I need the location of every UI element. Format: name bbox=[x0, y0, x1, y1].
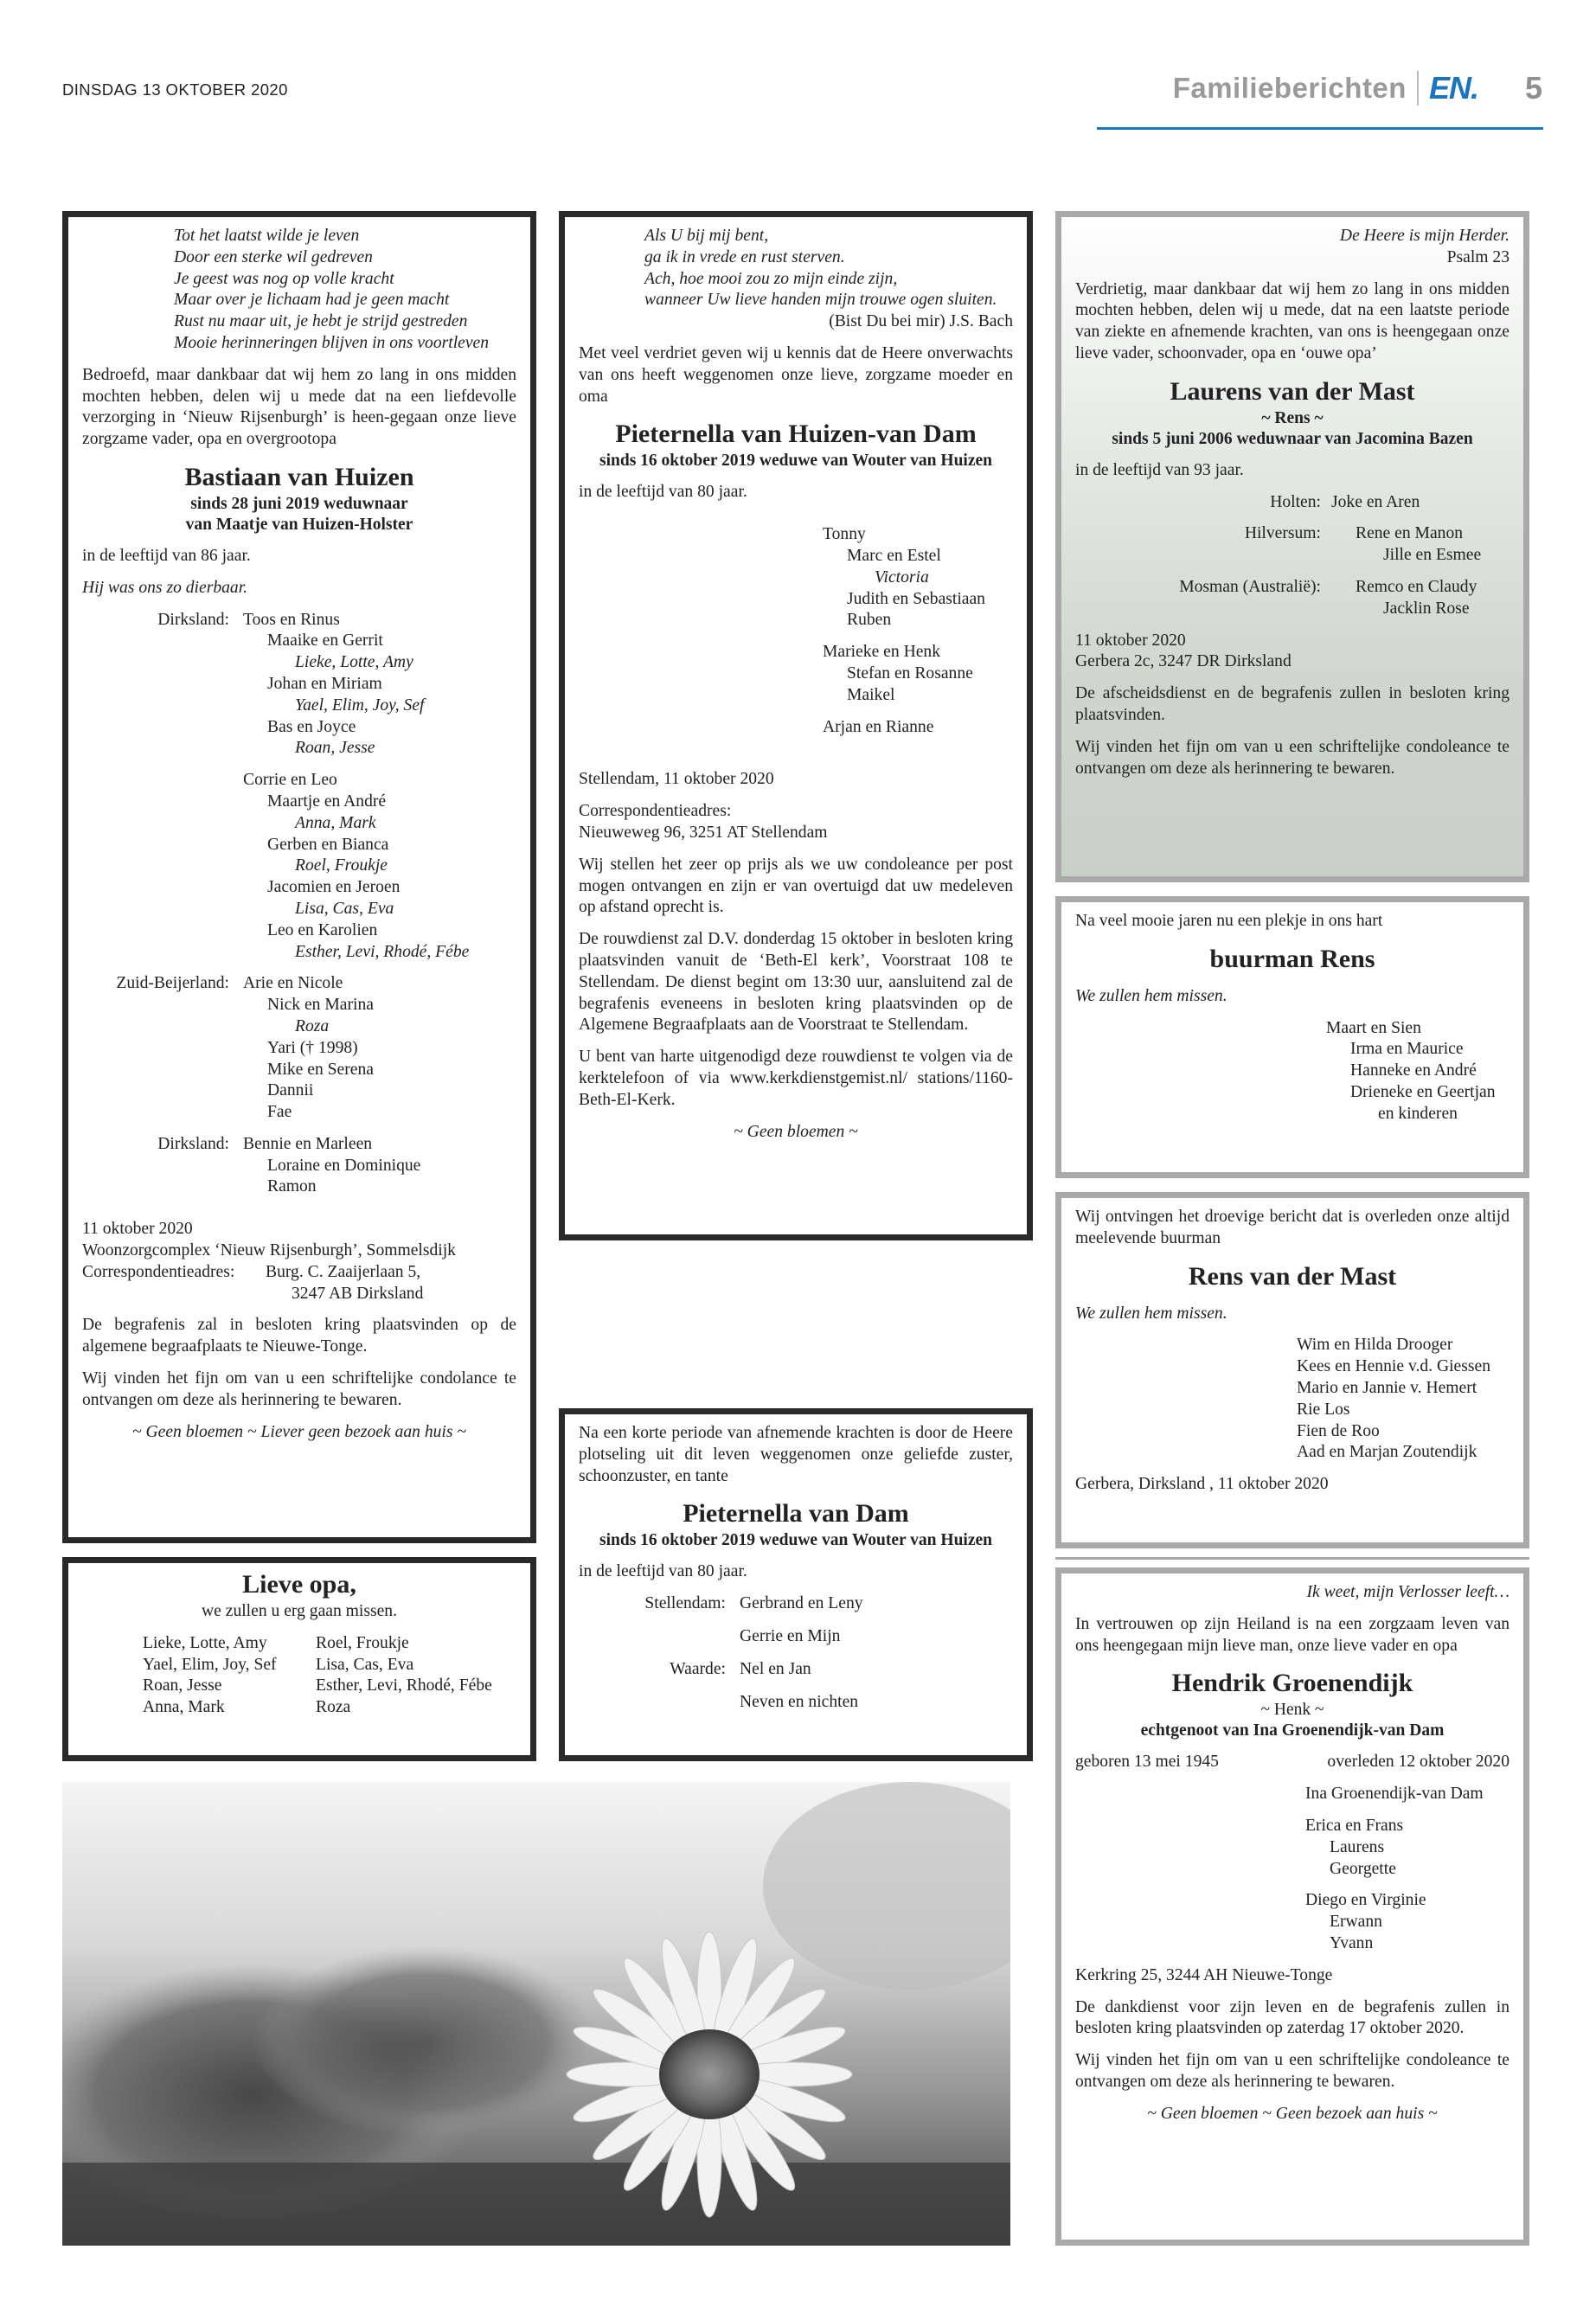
verse-line: Mooie herinneringen blijven in ons voortleven bbox=[174, 333, 490, 352]
grandchild-line: Roan, Jesse bbox=[143, 1676, 222, 1695]
signatory: Kees en Hennie v.d. Giessen bbox=[1297, 1357, 1490, 1376]
family-member: Nick en Marina bbox=[267, 996, 374, 1015]
condolence-text: Wij vinden het fijn om van u een schriftelijke condoleance te ontvangen om deze als herinnering te bewaren. bbox=[1075, 737, 1509, 778]
family-member: Fae bbox=[267, 1103, 292, 1122]
daisy-photo bbox=[62, 1782, 1010, 2246]
family-member: Maartje en André bbox=[267, 792, 387, 811]
service-info: De rouwdienst zal D.V. donderdag 15 oktober in besloten kring plaatsvinden vanuit de ‘Beth-El kerk’, Voorstraat 108 te Stellendam. De dienst begint om 13:30 uur, aansluitend zal de begrafenis eveneens in besloten kring plaatsvinden op de Algemene Begraafplaats aan de Voorstraat te Stellendam. bbox=[579, 930, 1013, 1035]
tagline: We zullen hem missen. bbox=[1075, 986, 1227, 1005]
grandchildren: Lieke, Lotte, Amy bbox=[295, 653, 413, 672]
spouse-line: van Maatje van Huizen-Holster bbox=[185, 515, 413, 534]
family-member: Erwann bbox=[1330, 1913, 1382, 1932]
grandchild-line: Lieke, Lotte, Amy bbox=[143, 1633, 267, 1652]
family-member: Marc en Estel bbox=[847, 546, 941, 565]
verse-line: Door een sterke wil gedreven bbox=[174, 247, 373, 266]
family-member: Corrie en Leo bbox=[243, 771, 337, 790]
intro-text: Met veel verdriet geven wij u kennis dat de Heere onverwachts van ons heeft weggenomen onze lieve, zorgzame moeder en oma bbox=[579, 343, 1013, 406]
family-member: Judith en Sebastiaan bbox=[847, 589, 985, 608]
family-list bbox=[579, 1593, 1013, 1713]
verse: Ik weet, mijn Verlosser leeft… bbox=[1306, 1583, 1509, 1601]
place-label: Stellendam: bbox=[644, 1594, 726, 1613]
notice-hendrik-groenendijk bbox=[1055, 1567, 1529, 2246]
signatory: Maart en Sien bbox=[1326, 1018, 1421, 1037]
grandchildren-right bbox=[316, 1633, 516, 1719]
place-date: Gerbera, Dirksland , 11 oktober 2020 bbox=[1075, 1475, 1329, 1494]
family-member: Nel en Jan bbox=[740, 1659, 811, 1678]
family-member: Marieke en Henk bbox=[823, 643, 941, 662]
family-member: Gerben en Bianca bbox=[267, 835, 389, 854]
residence: Woonzorgcomplex ‘Nieuw Rijsenburgh’, Sommelsdijk bbox=[82, 1241, 456, 1260]
notice-pieternella-van-huizen-van-dam bbox=[559, 211, 1033, 1240]
widow-line: sinds 16 oktober 2019 weduwe van Wouter van Huizen bbox=[599, 1531, 992, 1550]
nickname: ~ Henk ~ bbox=[1260, 1701, 1324, 1720]
signatory: Aad en Marjan Zoutendijk bbox=[1297, 1443, 1477, 1462]
signatory: Wim en Hilda Drooger bbox=[1297, 1336, 1453, 1355]
signatories bbox=[1075, 1335, 1509, 1464]
verse-line: Rust nu maar uit, je hebt je strijd gestreden bbox=[174, 312, 468, 331]
header-divider bbox=[1417, 71, 1419, 106]
family-member: Arjan en Rianne bbox=[823, 717, 934, 736]
signatory: Rie Los bbox=[1297, 1400, 1350, 1419]
verse-source: Psalm 23 bbox=[1446, 247, 1509, 266]
family-member: Toos en Rinus bbox=[243, 610, 340, 629]
place-label: Waarde: bbox=[670, 1659, 726, 1678]
family-group bbox=[243, 610, 516, 964]
deceased-name: buurman Rens bbox=[1209, 944, 1375, 973]
header-rule bbox=[1097, 127, 1543, 130]
family-group bbox=[243, 973, 516, 1124]
family-member: Maikel bbox=[847, 685, 895, 704]
family-member: Tonny bbox=[823, 525, 866, 544]
widower-line: sinds 28 juni 2019 weduwnaar bbox=[190, 494, 408, 513]
condolence-text: Wij stellen het zeer op prijs als we uw condoleance per post mogen ontvangen en zijn er van overtuigd dat uw medeleven op afstand oprecht is. bbox=[579, 855, 1013, 917]
notice-pieternella-van-dam bbox=[559, 1408, 1033, 1761]
spouse-line: echtgenoot van Ina Groenendijk-van Dam bbox=[1140, 1721, 1445, 1740]
family-member: Diego en Virginie bbox=[1305, 1891, 1426, 1910]
residence: Gerbera 2c, 3247 DR Dirksland bbox=[1075, 652, 1292, 671]
grandchild-line: Roza bbox=[316, 1698, 351, 1717]
family-list bbox=[82, 610, 516, 964]
verse-source: (Bist Du bei mir) J.S. Bach bbox=[829, 312, 1013, 331]
verse-line: Tot het laatst wilde je leven bbox=[174, 227, 360, 245]
correspondence-address: Nieuweweg 96, 3251 AT Stellendam bbox=[579, 823, 828, 842]
notice-date: 11 oktober 2020 bbox=[1075, 631, 1186, 650]
family-member: Laurens bbox=[1330, 1837, 1385, 1856]
family-list bbox=[579, 524, 1013, 738]
family-member: Neven en nichten bbox=[740, 1692, 859, 1711]
family-member: Maaike en Gerrit bbox=[267, 631, 383, 651]
family-member: Jacklin Rose bbox=[1383, 599, 1470, 618]
family-member: Yari († 1998) bbox=[267, 1038, 358, 1057]
family-member: Ruben bbox=[847, 611, 892, 630]
family-member: Johan en Miriam bbox=[267, 674, 382, 693]
service-info: De afscheidsdienst en de begrafenis zullen in besloten kring plaatsvinden. bbox=[1075, 684, 1509, 724]
correspondence-address: Burg. C. Zaaijerlaan 5, bbox=[266, 1262, 421, 1281]
notice-footer: ~ Geen bloemen ~ bbox=[734, 1122, 858, 1141]
tagline: We zullen hem missen. bbox=[1075, 1304, 1227, 1323]
family-member: Joke en Aren bbox=[1331, 492, 1420, 511]
family-member: Remco en Claudy bbox=[1356, 577, 1477, 596]
notice-lieve-opa bbox=[62, 1557, 536, 1761]
notice-footer: ~ Geen bloemen ~ Geen bezoek aan huis ~ bbox=[1147, 2104, 1438, 2123]
correspondence-label: Correspondentieadres: bbox=[579, 802, 732, 821]
deceased-name: Pieternella van Huizen-van Dam bbox=[615, 420, 977, 449]
death-date: overleden 12 oktober 2020 bbox=[1327, 1753, 1509, 1772]
signatory: Drieneke en Geertjan bbox=[1350, 1082, 1496, 1101]
family-list bbox=[82, 973, 516, 1124]
signatory: Irma en Maurice bbox=[1350, 1040, 1464, 1059]
family-member: Leo en Karolien bbox=[267, 920, 378, 939]
place-label: Zuid-Beijerland: bbox=[116, 974, 229, 993]
signatory: Hanneke en André bbox=[1350, 1061, 1477, 1080]
grandchildren: Roel, Froukje bbox=[295, 856, 388, 875]
intro-text: Na een korte periode van afnemende krachten is door de Heere plotseling uit dit leven weggenomen onze geliefde zuster, schoonzuster, en tante bbox=[579, 1424, 1013, 1485]
intro-text: Verdrietig, maar dankbaar dat wij hem zo lang in ons midden mochten hebben, delen wij u mede, dat na een laatste periode van ziekte en afnemende krachten, van ons is heengegaan onze lieve vader, schoonvader, opa en ‘ouwe opa’ bbox=[1075, 279, 1509, 362]
family-member: Gerbrand en Leny bbox=[740, 1594, 863, 1613]
verse-line: Je geest was nog op volle kracht bbox=[174, 269, 394, 288]
notice-laurens-van-der-mast bbox=[1055, 211, 1529, 882]
widower-line: sinds 5 juni 2006 weduwnaar van Jacomina Bazen bbox=[1112, 429, 1473, 448]
notice-date: 11 oktober 2020 bbox=[82, 1220, 193, 1239]
family-member: Jacomien en Jeroen bbox=[267, 878, 401, 897]
verse-line: Ach, hoe mooi zou zo mijn einde zijn, bbox=[644, 269, 898, 288]
condolence-text: Wij vinden het fijn om van u een schriftelijke condolance te ontvangen om deze als herinnering te bewaren. bbox=[82, 1369, 516, 1409]
signatories bbox=[1075, 1018, 1509, 1125]
verse bbox=[579, 226, 1013, 311]
age-line: in de leeftijd van 93 jaar. bbox=[1075, 460, 1244, 479]
en-logo: EN. bbox=[1428, 70, 1478, 106]
verse-line: wanneer Uw lieve handen mijn trouwe ogen sluiten. bbox=[644, 291, 997, 310]
family-group bbox=[243, 1134, 516, 1198]
place-date: Stellendam, 11 oktober 2020 bbox=[579, 770, 774, 789]
grandchild-line: Lisa, Cas, Eva bbox=[316, 1655, 414, 1674]
place-label: Dirksland: bbox=[157, 610, 229, 629]
notice-bastiaan-van-huizen bbox=[62, 211, 536, 1543]
deceased-name: Rens van der Mast bbox=[1188, 1261, 1397, 1291]
verse-line: ga ik in vrede en rust sterven. bbox=[644, 247, 845, 266]
header-masthead bbox=[1173, 64, 1542, 112]
family-member: Bennie en Marleen bbox=[243, 1134, 373, 1153]
deceased-name: Bastiaan van Huizen bbox=[184, 462, 414, 491]
notice-buurman-rens bbox=[1055, 896, 1529, 1178]
place-label: Hilversum: bbox=[1244, 524, 1321, 543]
notice-rens-van-der-mast bbox=[1055, 1192, 1529, 1548]
family-member: Jille en Esmee bbox=[1383, 546, 1482, 565]
place-label: Holten: bbox=[1270, 492, 1321, 511]
verse bbox=[82, 226, 516, 355]
livestream-info: U bent van harte uitgenodigd deze rouwdienst te volgen via de kerktelefoon of via www.kerkdienstgemist.nl/ stations/1160-Beth-El-Kerk. bbox=[579, 1048, 1013, 1109]
grandchildren: Lisa, Cas, Eva bbox=[295, 899, 394, 918]
grandchildren: Esther, Levi, Rhodé, Fébe bbox=[295, 942, 470, 961]
family-member: Ina Groenendijk-van Dam bbox=[1305, 1785, 1484, 1804]
intro-text: Bedroefd, maar dankbaar dat wij hem zo lang in ons midden mochten hebben, delen wij u mede dat na een liefdevolle verzorging in ‘Nieuw Rijsenburgh’ is heen-gegaan onze lieve zorgzame vader, opa en overgrootopa bbox=[82, 365, 516, 449]
burial-info: De begrafenis zal in besloten kring plaatsvinden op de algemene begraafplaats te Nieuwe-Tonge. bbox=[82, 1316, 516, 1356]
place-label: Dirksland: bbox=[157, 1134, 229, 1153]
grandchildren: Victoria bbox=[875, 567, 929, 586]
age-line: in de leeftijd van 86 jaar. bbox=[82, 546, 251, 565]
widow-line: sinds 16 oktober 2019 weduwe van Wouter van Huizen bbox=[599, 452, 992, 471]
column-divider bbox=[1055, 1557, 1529, 1560]
grandchild-line: Esther, Levi, Rhodé, Fébe bbox=[316, 1676, 492, 1695]
family-list bbox=[82, 1134, 516, 1198]
intro-text: Na veel mooie jaren nu een plekje in ons hart bbox=[1075, 912, 1383, 930]
family-member: Gerrie en Mijn bbox=[740, 1626, 841, 1645]
intro-text: In vertrouwen op zijn Heiland is na een zorgzaam leven van ons heengegaan mijn lieve man, onze lieve vader en opa bbox=[1075, 1614, 1509, 1655]
notice-subtitle: we zullen u erg gaan missen. bbox=[202, 1602, 397, 1620]
family-member: Dannii bbox=[267, 1081, 314, 1100]
age-line: in de leeftijd van 80 jaar. bbox=[579, 1562, 747, 1581]
condolence-text: Wij vinden het fijn om van u een schriftelijke condoleance te ontvangen om deze als herinnering te bewaren. bbox=[1075, 2051, 1509, 2091]
correspondence-postcode: 3247 AB Dirksland bbox=[292, 1284, 424, 1303]
family-member: Yvann bbox=[1330, 1933, 1374, 1952]
verse-line: Maar over je lichaam had je geen macht bbox=[174, 291, 450, 310]
place-label: Mosman (Australië): bbox=[1179, 577, 1321, 596]
header-date: DINSDAG 13 OKTOBER 2020 bbox=[62, 80, 288, 99]
grandchildren: Roan, Jesse bbox=[295, 739, 375, 758]
notice-footer: ~ Geen bloemen ~ Liever geen bezoek aan huis ~ bbox=[131, 1422, 466, 1441]
family-list bbox=[1075, 492, 1509, 620]
grandchild-line: Roel, Froukje bbox=[316, 1633, 409, 1652]
verse: De Heere is mijn Herder. bbox=[1339, 227, 1509, 245]
signatory: Fien de Roo bbox=[1297, 1421, 1380, 1440]
correspondence bbox=[82, 1262, 516, 1305]
family-list bbox=[1075, 1784, 1509, 1955]
deceased-name: Laurens van der Mast bbox=[1170, 376, 1415, 406]
life-dates bbox=[1075, 1752, 1509, 1773]
grandchildren: Anna, Mark bbox=[295, 813, 376, 832]
residence: Kerkring 25, 3244 AH Nieuwe-Tonge bbox=[1075, 1965, 1333, 1984]
deceased-name: Hendrik Groenendijk bbox=[1171, 1669, 1413, 1698]
family-member: Georgette bbox=[1330, 1859, 1396, 1878]
nickname: ~ Rens ~ bbox=[1261, 408, 1324, 427]
grandchild-line: Anna, Mark bbox=[143, 1698, 225, 1717]
grandchildren-left bbox=[143, 1633, 316, 1719]
signatory: Mario en Jannie v. Hemert bbox=[1297, 1378, 1477, 1397]
family-member: Rene en Manon bbox=[1356, 524, 1464, 543]
family-member: Arie en Nicole bbox=[243, 974, 343, 993]
family-member: Stefan en Rosanne bbox=[847, 663, 973, 683]
service-info: De dankdienst voor zijn leven en de begrafenis zullen in besloten kring plaatsvinden op zaterdag 17 oktober 2020. bbox=[1075, 1997, 1509, 2038]
section-title: Familieberichten bbox=[1172, 72, 1407, 104]
verse-line: Als U bij mij bent, bbox=[644, 227, 769, 245]
daisy-photo-graphic bbox=[62, 1782, 1010, 2246]
family-member: Erica en Frans bbox=[1305, 1816, 1404, 1835]
grandchildren: Roza bbox=[295, 1016, 330, 1035]
grandchildren-list bbox=[82, 1633, 516, 1719]
birth-date: geboren 13 mei 1945 bbox=[1075, 1753, 1219, 1772]
deceased-name: Pieternella van Dam bbox=[683, 1499, 909, 1529]
intro-text: Wij ontvingen het droevige bericht dat is overleden onze altijd meelevende buurman bbox=[1075, 1208, 1509, 1247]
signatory: en kinderen bbox=[1378, 1104, 1458, 1123]
grandchild-line: Yael, Elim, Joy, Sef bbox=[143, 1655, 277, 1674]
age-line: in de leeftijd van 80 jaar. bbox=[579, 483, 747, 502]
family-member: Loraine en Dominique bbox=[267, 1156, 421, 1175]
tagline: Hij was ons zo dierbaar. bbox=[82, 578, 248, 597]
family-member: Mike en Serena bbox=[267, 1060, 374, 1079]
notice-title: Lieve opa, bbox=[242, 1570, 356, 1599]
correspondence-label: Correspondentieadres: bbox=[82, 1262, 235, 1281]
page-number: 5 bbox=[1524, 70, 1542, 106]
family-member: Ramon bbox=[267, 1177, 317, 1196]
family-member: Bas en Joyce bbox=[267, 717, 356, 736]
grandchildren: Yael, Elim, Joy, Sef bbox=[295, 695, 425, 715]
